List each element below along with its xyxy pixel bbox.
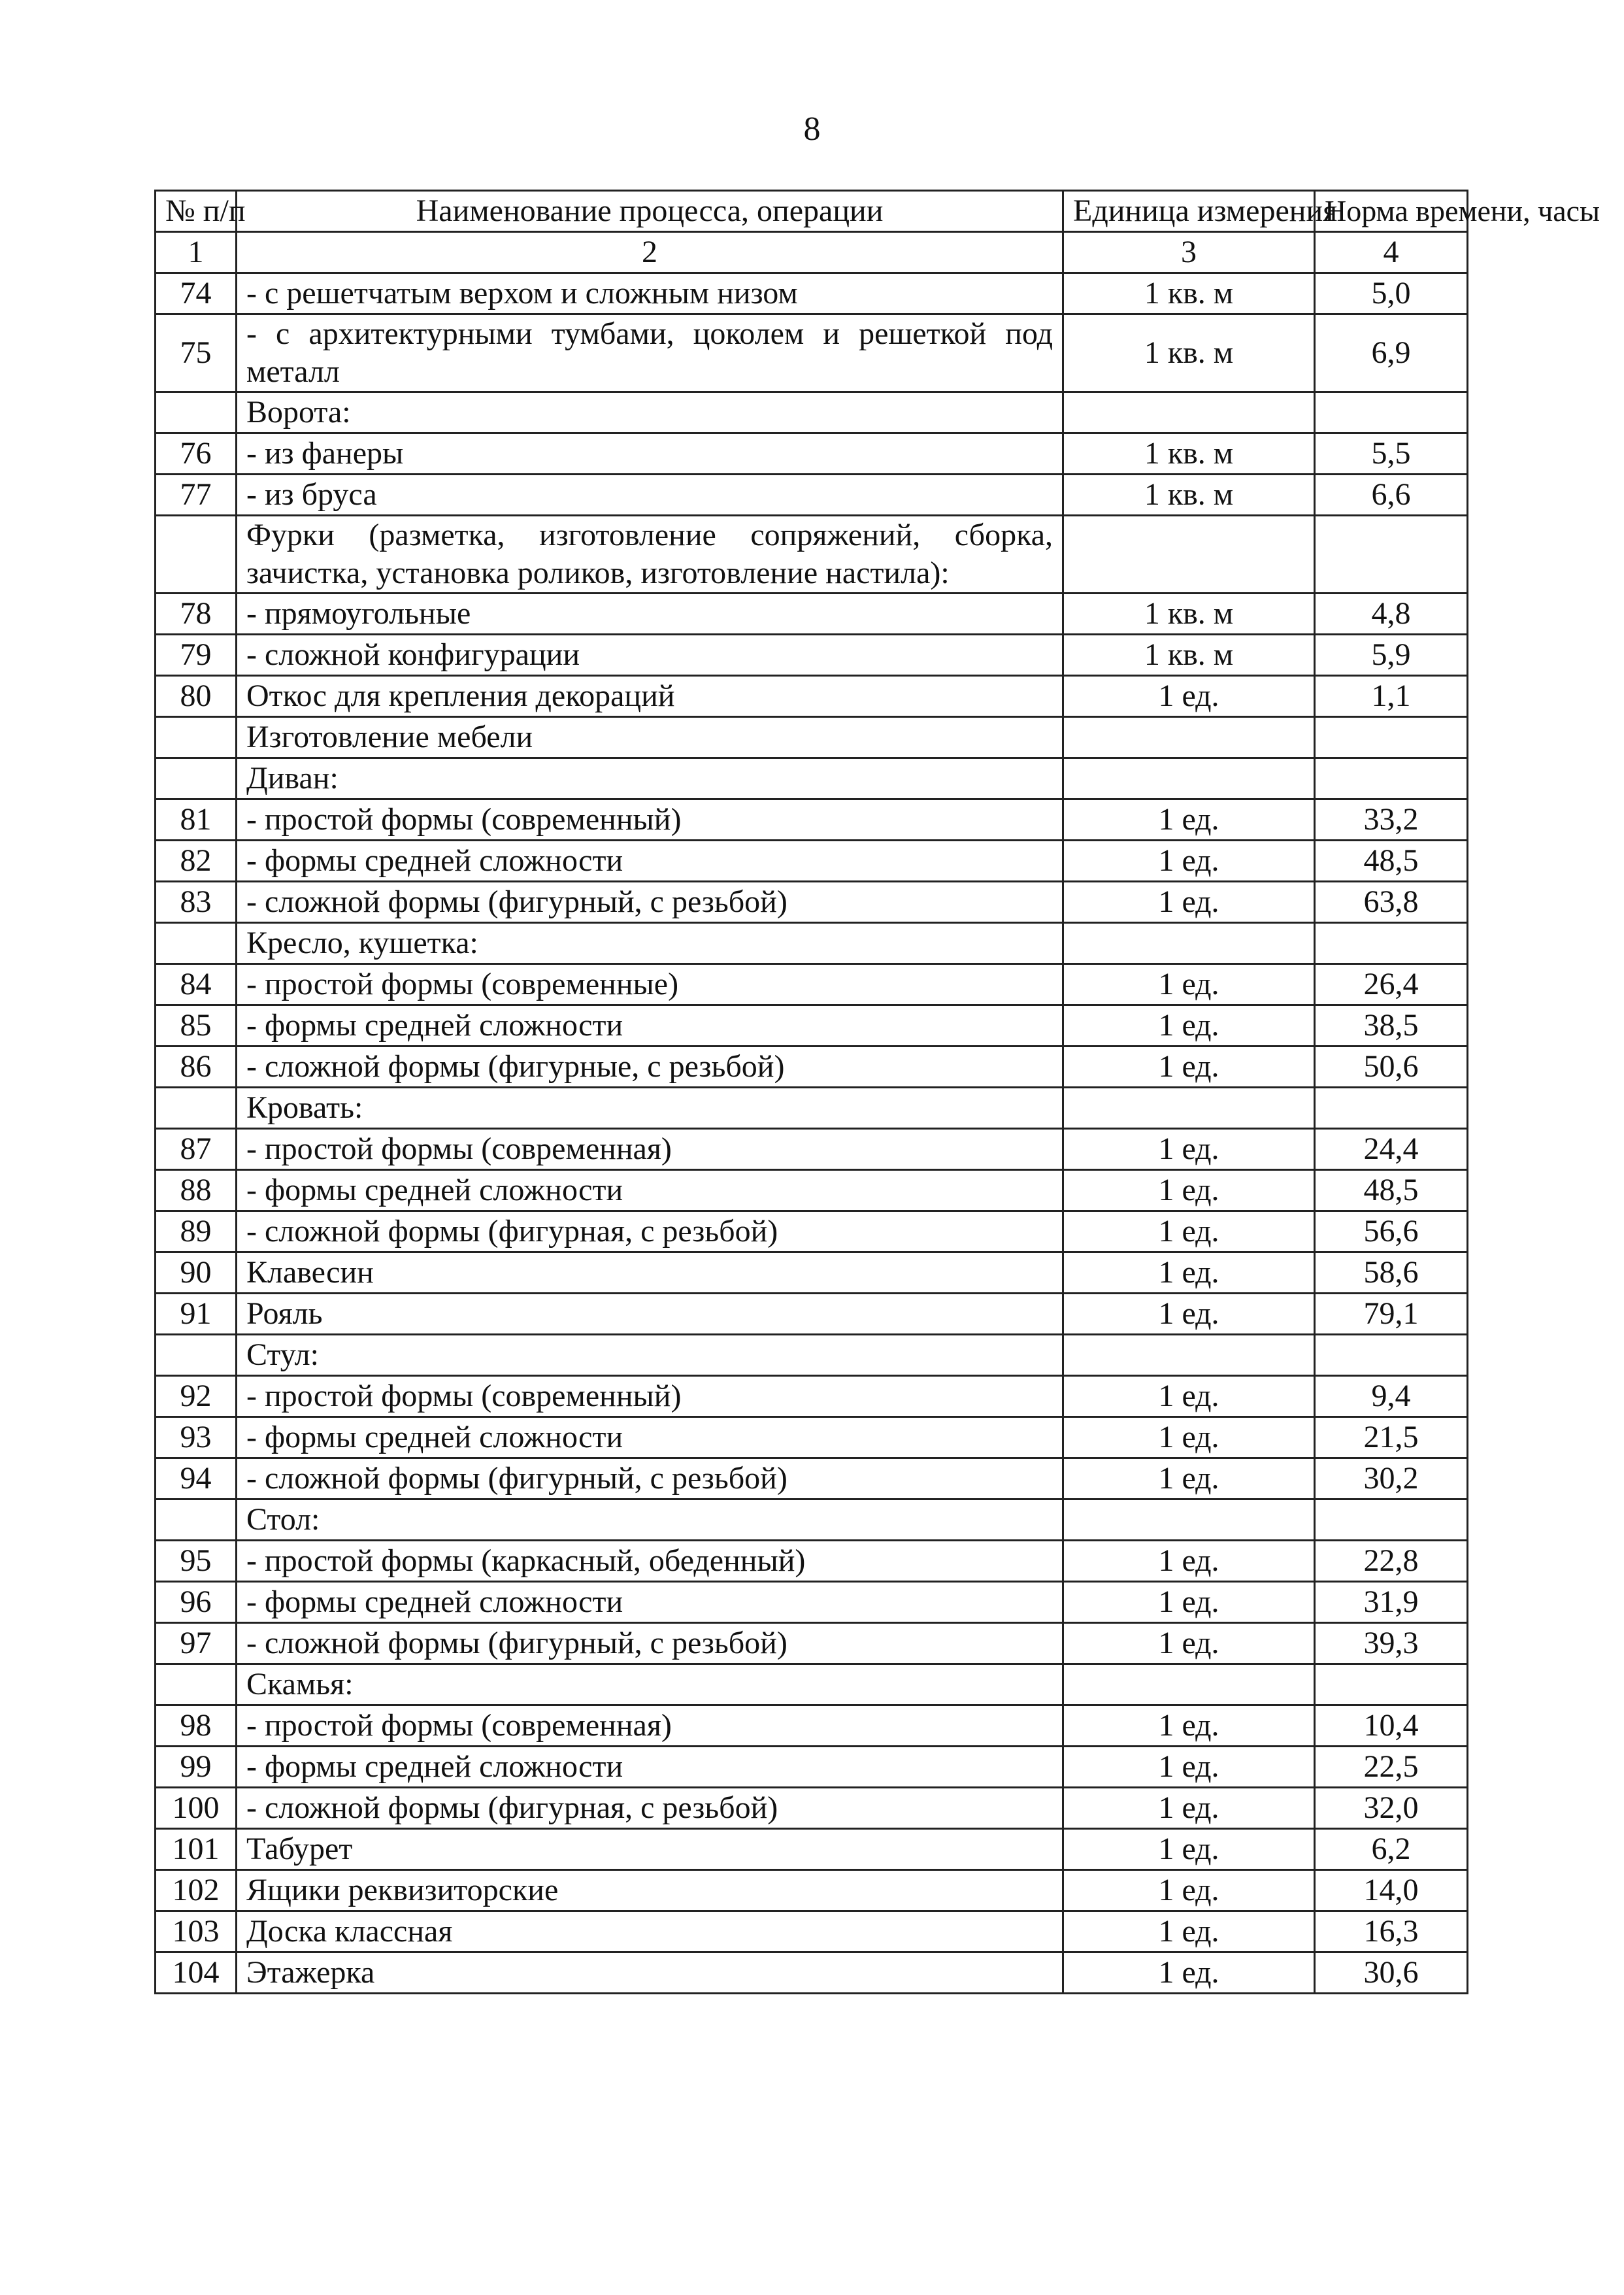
row-name: - простой формы (каркасный, обеденный) [237,1541,1063,1582]
row-name: Откос для крепления декораций [237,676,1063,717]
row-unit [1063,717,1315,758]
row-norm: 22,5 [1315,1747,1468,1788]
table-row [156,799,1468,841]
row-name: Клавесин [237,1252,1063,1294]
row-number: 104 [156,1952,237,1994]
row-unit: 1 ед. [1063,882,1315,923]
table-row [156,923,1468,964]
row-number: 95 [156,1541,237,1582]
table-row [156,1582,1468,1623]
table-body [156,273,1468,1994]
row-unit: 1 ед. [1063,1829,1315,1870]
row-norm [1315,392,1468,433]
row-unit: 1 кв. м [1063,314,1315,392]
row-number: 99 [156,1747,237,1788]
row-name: - из фанеры [237,433,1063,475]
row-number: 77 [156,475,237,516]
table-row [156,1541,1468,1582]
row-norm: 14,0 [1315,1870,1468,1911]
row-name: Ворота: [237,392,1063,433]
table-row [156,1788,1468,1829]
row-name: - сложной формы (фигурный, с резьбой) [237,882,1063,923]
row-norm: 33,2 [1315,799,1468,841]
row-unit: 1 ед. [1063,1211,1315,1252]
table-row [156,1335,1468,1376]
row-unit [1063,1335,1315,1376]
row-unit: 1 кв. м [1063,475,1315,516]
table-row [156,516,1468,594]
row-name: Рояль [237,1294,1063,1335]
row-name: - формы средней сложности [237,1170,1063,1211]
row-number [156,1499,237,1541]
table-row [156,273,1468,314]
row-number [156,1664,237,1705]
row-number [156,1088,237,1129]
row-norm: 56,6 [1315,1211,1468,1252]
row-number: 86 [156,1047,237,1088]
row-norm: 48,5 [1315,1170,1468,1211]
row-name: - простой формы (современная) [237,1129,1063,1170]
row-name: Ящики реквизиторские [237,1870,1063,1911]
row-norm [1315,1499,1468,1541]
row-name: - из бруса [237,475,1063,516]
row-name: - простой формы (современные) [237,964,1063,1005]
row-unit [1063,516,1315,594]
table-row [156,676,1468,717]
row-number: 87 [156,1129,237,1170]
row-norm: 38,5 [1315,1005,1468,1047]
table-header-row [156,191,1468,232]
row-number: 78 [156,594,237,635]
row-norm: 30,6 [1315,1952,1468,1994]
row-norm: 31,9 [1315,1582,1468,1623]
row-name: - формы средней сложности [237,1747,1063,1788]
row-name: - сложной формы (фигурная, с резьбой) [237,1788,1063,1829]
row-unit: 1 ед. [1063,1788,1315,1829]
row-unit: 1 кв. м [1063,433,1315,475]
table-row [156,1088,1468,1129]
column-number: 3 [1063,232,1315,273]
row-name: - формы средней сложности [237,1417,1063,1458]
row-norm: 5,0 [1315,273,1468,314]
row-norm: 24,4 [1315,1129,1468,1170]
column-number-row [156,232,1468,273]
row-name: - сложной формы (фигурная, с резьбой) [237,1211,1063,1252]
table-row [156,1870,1468,1911]
row-unit: 1 ед. [1063,1952,1315,1994]
row-number: 101 [156,1829,237,1870]
row-unit: 1 кв. м [1063,635,1315,676]
row-name: Скамья: [237,1664,1063,1705]
row-unit [1063,392,1315,433]
row-name: Стол: [237,1499,1063,1541]
row-number: 76 [156,433,237,475]
table-row [156,1664,1468,1705]
table-row [156,1952,1468,1994]
row-number: 98 [156,1705,237,1747]
row-name: - простой формы (современная) [237,1705,1063,1747]
table-row [156,1499,1468,1541]
row-unit: 1 ед. [1063,841,1315,882]
row-norm [1315,717,1468,758]
row-number [156,516,237,594]
row-norm: 32,0 [1315,1788,1468,1829]
row-unit: 1 ед. [1063,1005,1315,1047]
row-name: - с решетчатым верхом и сложным низом [237,273,1063,314]
table-row [156,758,1468,799]
row-norm: 48,5 [1315,841,1468,882]
row-name: - сложной конфигурации [237,635,1063,676]
row-unit: 1 ед. [1063,1458,1315,1499]
row-unit: 1 ед. [1063,1541,1315,1582]
header-norm: Норма времени, часы [1315,191,1468,232]
row-norm [1315,923,1468,964]
row-name: Стул: [237,1335,1063,1376]
row-norm: 30,2 [1315,1458,1468,1499]
row-number: 92 [156,1376,237,1417]
row-unit: 1 ед. [1063,676,1315,717]
row-unit: 1 ед. [1063,1870,1315,1911]
row-unit [1063,1664,1315,1705]
row-norm: 9,4 [1315,1376,1468,1417]
table-row [156,433,1468,475]
table-row [156,1129,1468,1170]
row-norm [1315,1664,1468,1705]
row-number [156,1335,237,1376]
row-name: - прямоугольные [237,594,1063,635]
row-name: Диван: [237,758,1063,799]
row-unit [1063,758,1315,799]
row-name: Изготовление мебели [237,717,1063,758]
row-norm [1315,758,1468,799]
row-norm: 16,3 [1315,1911,1468,1952]
row-norm: 21,5 [1315,1417,1468,1458]
row-name: - простой формы (современный) [237,1376,1063,1417]
table-row [156,882,1468,923]
table-row [156,717,1468,758]
row-number: 83 [156,882,237,923]
table-row [156,1294,1468,1335]
table-row [156,1829,1468,1870]
row-number: 102 [156,1870,237,1911]
row-name: Кровать: [237,1088,1063,1129]
column-number: 2 [237,232,1063,273]
row-number: 74 [156,273,237,314]
column-number: 4 [1315,232,1468,273]
row-number: 93 [156,1417,237,1458]
row-number [156,717,237,758]
row-number: 82 [156,841,237,882]
row-name: - сложной формы (фигурный, с резьбой) [237,1458,1063,1499]
table-row [156,1170,1468,1211]
row-unit: 1 кв. м [1063,273,1315,314]
row-norm [1315,1088,1468,1129]
row-unit [1063,923,1315,964]
row-number: 75 [156,314,237,392]
row-name: - сложной формы (фигурные, с резьбой) [237,1047,1063,1088]
row-norm: 26,4 [1315,964,1468,1005]
table-row [156,964,1468,1005]
row-norm: 39,3 [1315,1623,1468,1664]
row-norm: 6,6 [1315,475,1468,516]
row-unit: 1 ед. [1063,1582,1315,1623]
row-name: - с архитектурными тумбами, цоколем и решеткой под металл [237,314,1063,392]
column-number: 1 [156,232,237,273]
row-number: 79 [156,635,237,676]
row-norm: 79,1 [1315,1294,1468,1335]
page-number: 8 [803,110,821,148]
row-name: - формы средней сложности [237,841,1063,882]
table-row [156,314,1468,392]
row-name: Кресло, кушетка: [237,923,1063,964]
row-number: 96 [156,1582,237,1623]
row-norm: 6,9 [1315,314,1468,392]
row-number: 97 [156,1623,237,1664]
row-name: - сложной формы (фигурный, с резьбой) [237,1623,1063,1664]
row-norm: 58,6 [1315,1252,1468,1294]
header-name: Наименование процесса, операции [237,191,1063,232]
table-row [156,635,1468,676]
row-unit: 1 ед. [1063,1911,1315,1952]
row-norm: 4,8 [1315,594,1468,635]
table-row [156,1005,1468,1047]
time-norms-table [154,190,1600,1994]
row-unit: 1 ед. [1063,1294,1315,1335]
header-num: № п/п [156,191,237,232]
row-number: 88 [156,1170,237,1211]
row-unit: 1 ед. [1063,1047,1315,1088]
row-unit: 1 ед. [1063,799,1315,841]
row-number: 94 [156,1458,237,1499]
row-unit: 1 ед. [1063,964,1315,1005]
table-row [156,841,1468,882]
row-norm: 5,9 [1315,635,1468,676]
table-row [156,1747,1468,1788]
row-name: Этажерка [237,1952,1063,1994]
row-unit: 1 ед. [1063,1170,1315,1211]
row-name: Табурет [237,1829,1063,1870]
table-row [156,594,1468,635]
row-name: Фурки (разметка, изготовление сопряжений, сборка, зачистка, установка роликов, изготовление настила): [237,516,1063,594]
row-name: - простой формы (современный) [237,799,1063,841]
row-norm: 10,4 [1315,1705,1468,1747]
table-row [156,1376,1468,1417]
row-norm [1315,516,1468,594]
row-name: - формы средней сложности [237,1005,1063,1047]
row-unit: 1 ед. [1063,1417,1315,1458]
row-number: 84 [156,964,237,1005]
row-unit: 1 ед. [1063,1252,1315,1294]
row-unit: 1 ед. [1063,1129,1315,1170]
table-row [156,475,1468,516]
row-norm: 22,8 [1315,1541,1468,1582]
row-norm: 63,8 [1315,882,1468,923]
row-unit [1063,1499,1315,1541]
table-row [156,1911,1468,1952]
row-number: 90 [156,1252,237,1294]
table-row [156,1252,1468,1294]
row-norm: 6,2 [1315,1829,1468,1870]
table-row [156,1047,1468,1088]
row-unit: 1 ед. [1063,1623,1315,1664]
table-row [156,1417,1468,1458]
row-number: 103 [156,1911,237,1952]
row-unit: 1 ед. [1063,1747,1315,1788]
row-number [156,758,237,799]
row-number [156,392,237,433]
row-norm: 1,1 [1315,676,1468,717]
table-row [156,1458,1468,1499]
row-unit: 1 ед. [1063,1376,1315,1417]
row-number: 81 [156,799,237,841]
row-number: 85 [156,1005,237,1047]
table-row [156,1705,1468,1747]
row-number: 89 [156,1211,237,1252]
row-norm [1315,1335,1468,1376]
row-number: 91 [156,1294,237,1335]
table-row [156,1623,1468,1664]
row-name: - формы средней сложности [237,1582,1063,1623]
row-norm: 5,5 [1315,433,1468,475]
row-unit: 1 кв. м [1063,594,1315,635]
row-number: 100 [156,1788,237,1829]
row-number [156,923,237,964]
row-unit [1063,1088,1315,1129]
table-row [156,1211,1468,1252]
row-norm: 50,6 [1315,1047,1468,1088]
row-number: 80 [156,676,237,717]
row-unit: 1 ед. [1063,1705,1315,1747]
header-unit: Единица измерения [1063,191,1315,232]
row-name: Доска классная [237,1911,1063,1952]
table-row [156,392,1468,433]
